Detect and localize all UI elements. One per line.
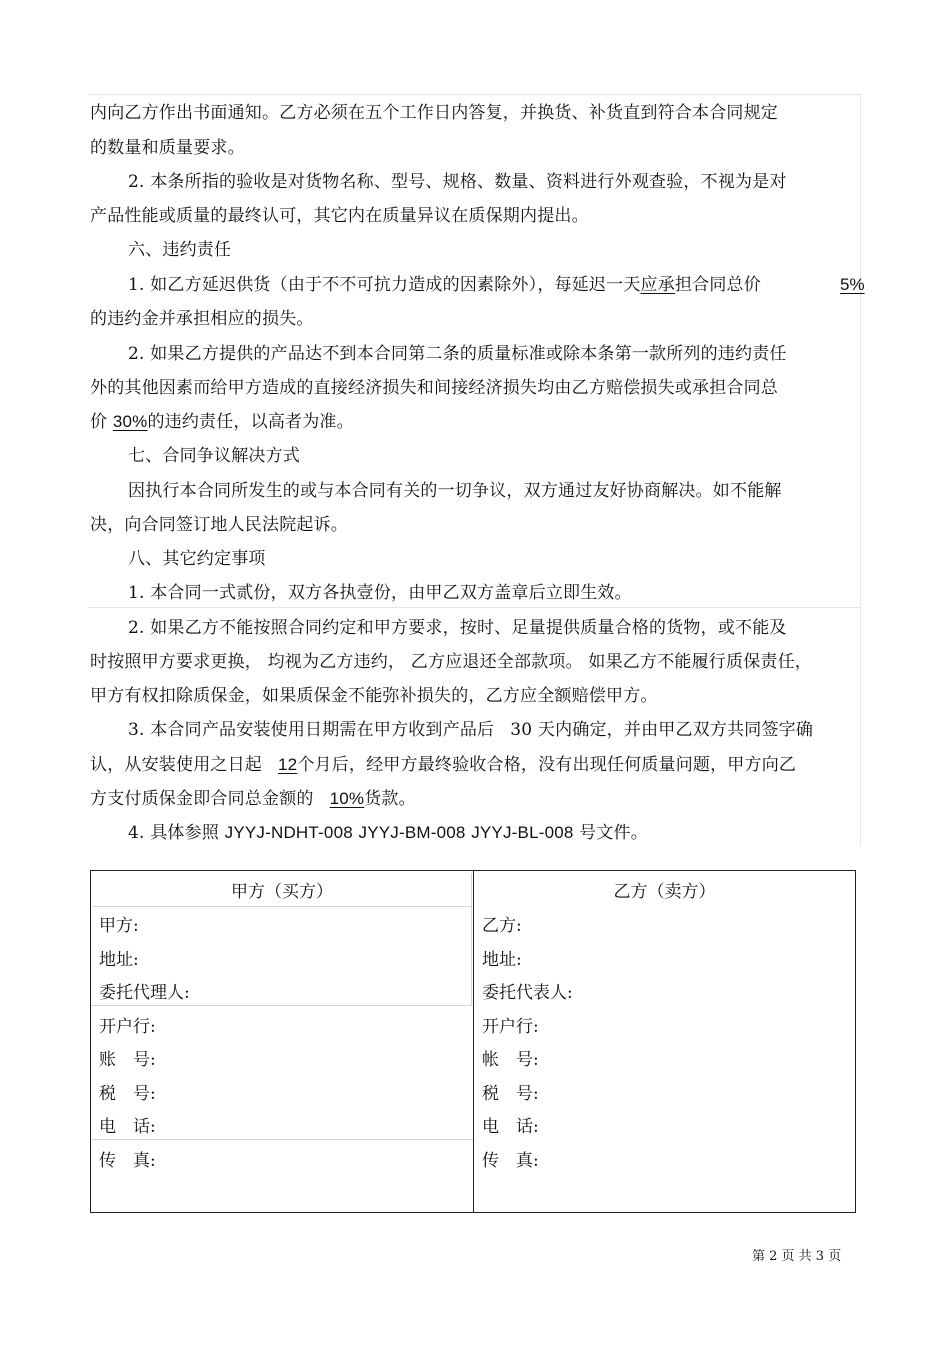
doc-ref: JYYJ-BL-008 [471,823,574,842]
doc-ref: JYYJ-NDHT-008 [224,823,353,842]
party-b-header: 乙方（卖方） [613,882,716,902]
party-a-agent-field: 委托代理人: [99,983,190,1003]
party-b-bank-field: 开户行: [482,1017,539,1037]
paragraph-line [90,411,354,433]
clause-other-3 [128,719,813,741]
section-heading-dispute: 七、合同争议解决方式 [128,446,300,466]
party-b-address-field: 地址: [482,950,522,970]
clause-text: 3. 本合同产品安装使用日期需在甲方收到产品后 [128,720,495,740]
paragraph-line: 的数量和质量要求。 [90,138,245,158]
party-a-tax-field: 税 号: [99,1084,156,1104]
clause-text: 4. 具体参照 [128,823,220,843]
paragraph-line [90,754,796,776]
table-rule [471,873,472,1005]
party-a-account-field: 账 号: [99,1050,156,1070]
table-rule [93,906,471,907]
party-b-name-field: 乙方: [482,916,522,936]
paragraph-line [90,788,416,810]
paragraph-line: 内向乙方作出书面通知。乙方必须在五个工作日内答复，并换货、补货直到符合本合同规定 [90,103,778,123]
party-b-phone-field: 电 话: [482,1117,539,1137]
clause-text: 30 天内确定，并由甲乙双方共同签字确 [510,720,814,740]
paragraph-line: 时按照甲方要求更换， 均视为乙方违约， 乙方应退还全部款项。 如果乙方不能履行质保责任， [90,652,813,672]
liability-rate: 30% [112,412,148,431]
clause-other-4 [128,822,648,844]
party-a-header: 甲方（买方） [231,882,333,902]
party-b-fax-field: 传 真: [482,1151,539,1171]
penalty-rate: 5% [840,275,865,294]
warranty-months: 12 [278,755,298,774]
party-b-column [474,871,855,1212]
doc-ref: JYYJ-BM-008 [358,823,466,842]
clause-liability-1 [128,274,761,296]
party-a-phone-field: 电 话: [99,1117,156,1137]
party-a-name-field: 甲方: [99,916,139,936]
clause-text: 的违约责任，以高者为准。 [147,412,354,432]
section-heading-liability: 六、违约责任 [128,240,232,260]
clause-inspection-2: 2. 本条所指的验收是对货物名称、型号、规格、数量、资料进行外观查验，不视为是对 [128,172,787,192]
clause-text: 号文件。 [579,823,648,843]
underlined-text: 应承 [640,275,675,295]
table-rule [91,1005,473,1006]
party-a-bank-field: 开户行: [99,1017,156,1037]
clause-text: 货款。 [364,789,416,809]
paragraph-line: 的违约金并承担相应的损失。 [90,309,314,329]
table-rule [91,1139,473,1140]
clause-other-2: 2. 如果乙方不能按照合同约定和甲方要求，按时、足量提供质量合格的货物，或不能及 [128,618,787,638]
clause-text: 方支付质保金即合同总金额的 [90,789,314,809]
clause-text: 个月后，经甲方最终验收合格，没有出现任何质量问题，甲方向乙 [297,755,797,775]
clause-text: 认，从安装使用之日起 [90,755,262,775]
clause-text: 价 [90,412,113,432]
party-a-column [91,871,473,1212]
party-b-tax-field: 税 号: [482,1084,539,1104]
paragraph-line: 外的其他因素而给甲方造成的直接经济损失和间接经济损失均由乙方赔偿损失或承担合同总 [90,378,778,398]
signature-table [90,870,856,1213]
clause-other-1: 1. 本合同一式贰份，双方各执壹份，由甲乙双方盖章后立即生效。 [128,583,632,603]
party-a-address-field: 地址: [99,950,139,970]
clause-dispute: 因执行本合同所发生的或与本合同有关的一切争议，双方通过友好协商解决。如不能解 [128,481,782,501]
paragraph-line: 甲方有权扣除质保金，如果质保金不能弥补损失的，乙方应全额赔偿甲方。 [90,686,658,706]
paragraph-line: 产品性能或质量的最终认可，其它内在质量异议在质保期内提出。 [90,206,589,226]
page-number: 第 2 页 共 3 页 [752,1249,842,1264]
clause-text: 担合同总价 [674,275,761,295]
retention-rate: 10% [329,789,365,808]
clause-text: 1. 如乙方延迟供货（由于不不可抗力造成的因素除外），每延迟一天 [128,275,641,295]
party-b-account-field: 帐 号: [482,1050,539,1070]
paragraph-line: 决，向合同签订地人民法院起诉。 [90,515,348,535]
party-b-agent-field: 委托代表人: [482,983,573,1003]
section-heading-other: 八、其它约定事项 [128,549,266,569]
party-a-fax-field: 传 真: [99,1151,156,1171]
clause-liability-2: 2. 如果乙方提供的产品达不到本合同第二条的质量标准或除本条第一款所列的违约责任 [128,344,787,364]
